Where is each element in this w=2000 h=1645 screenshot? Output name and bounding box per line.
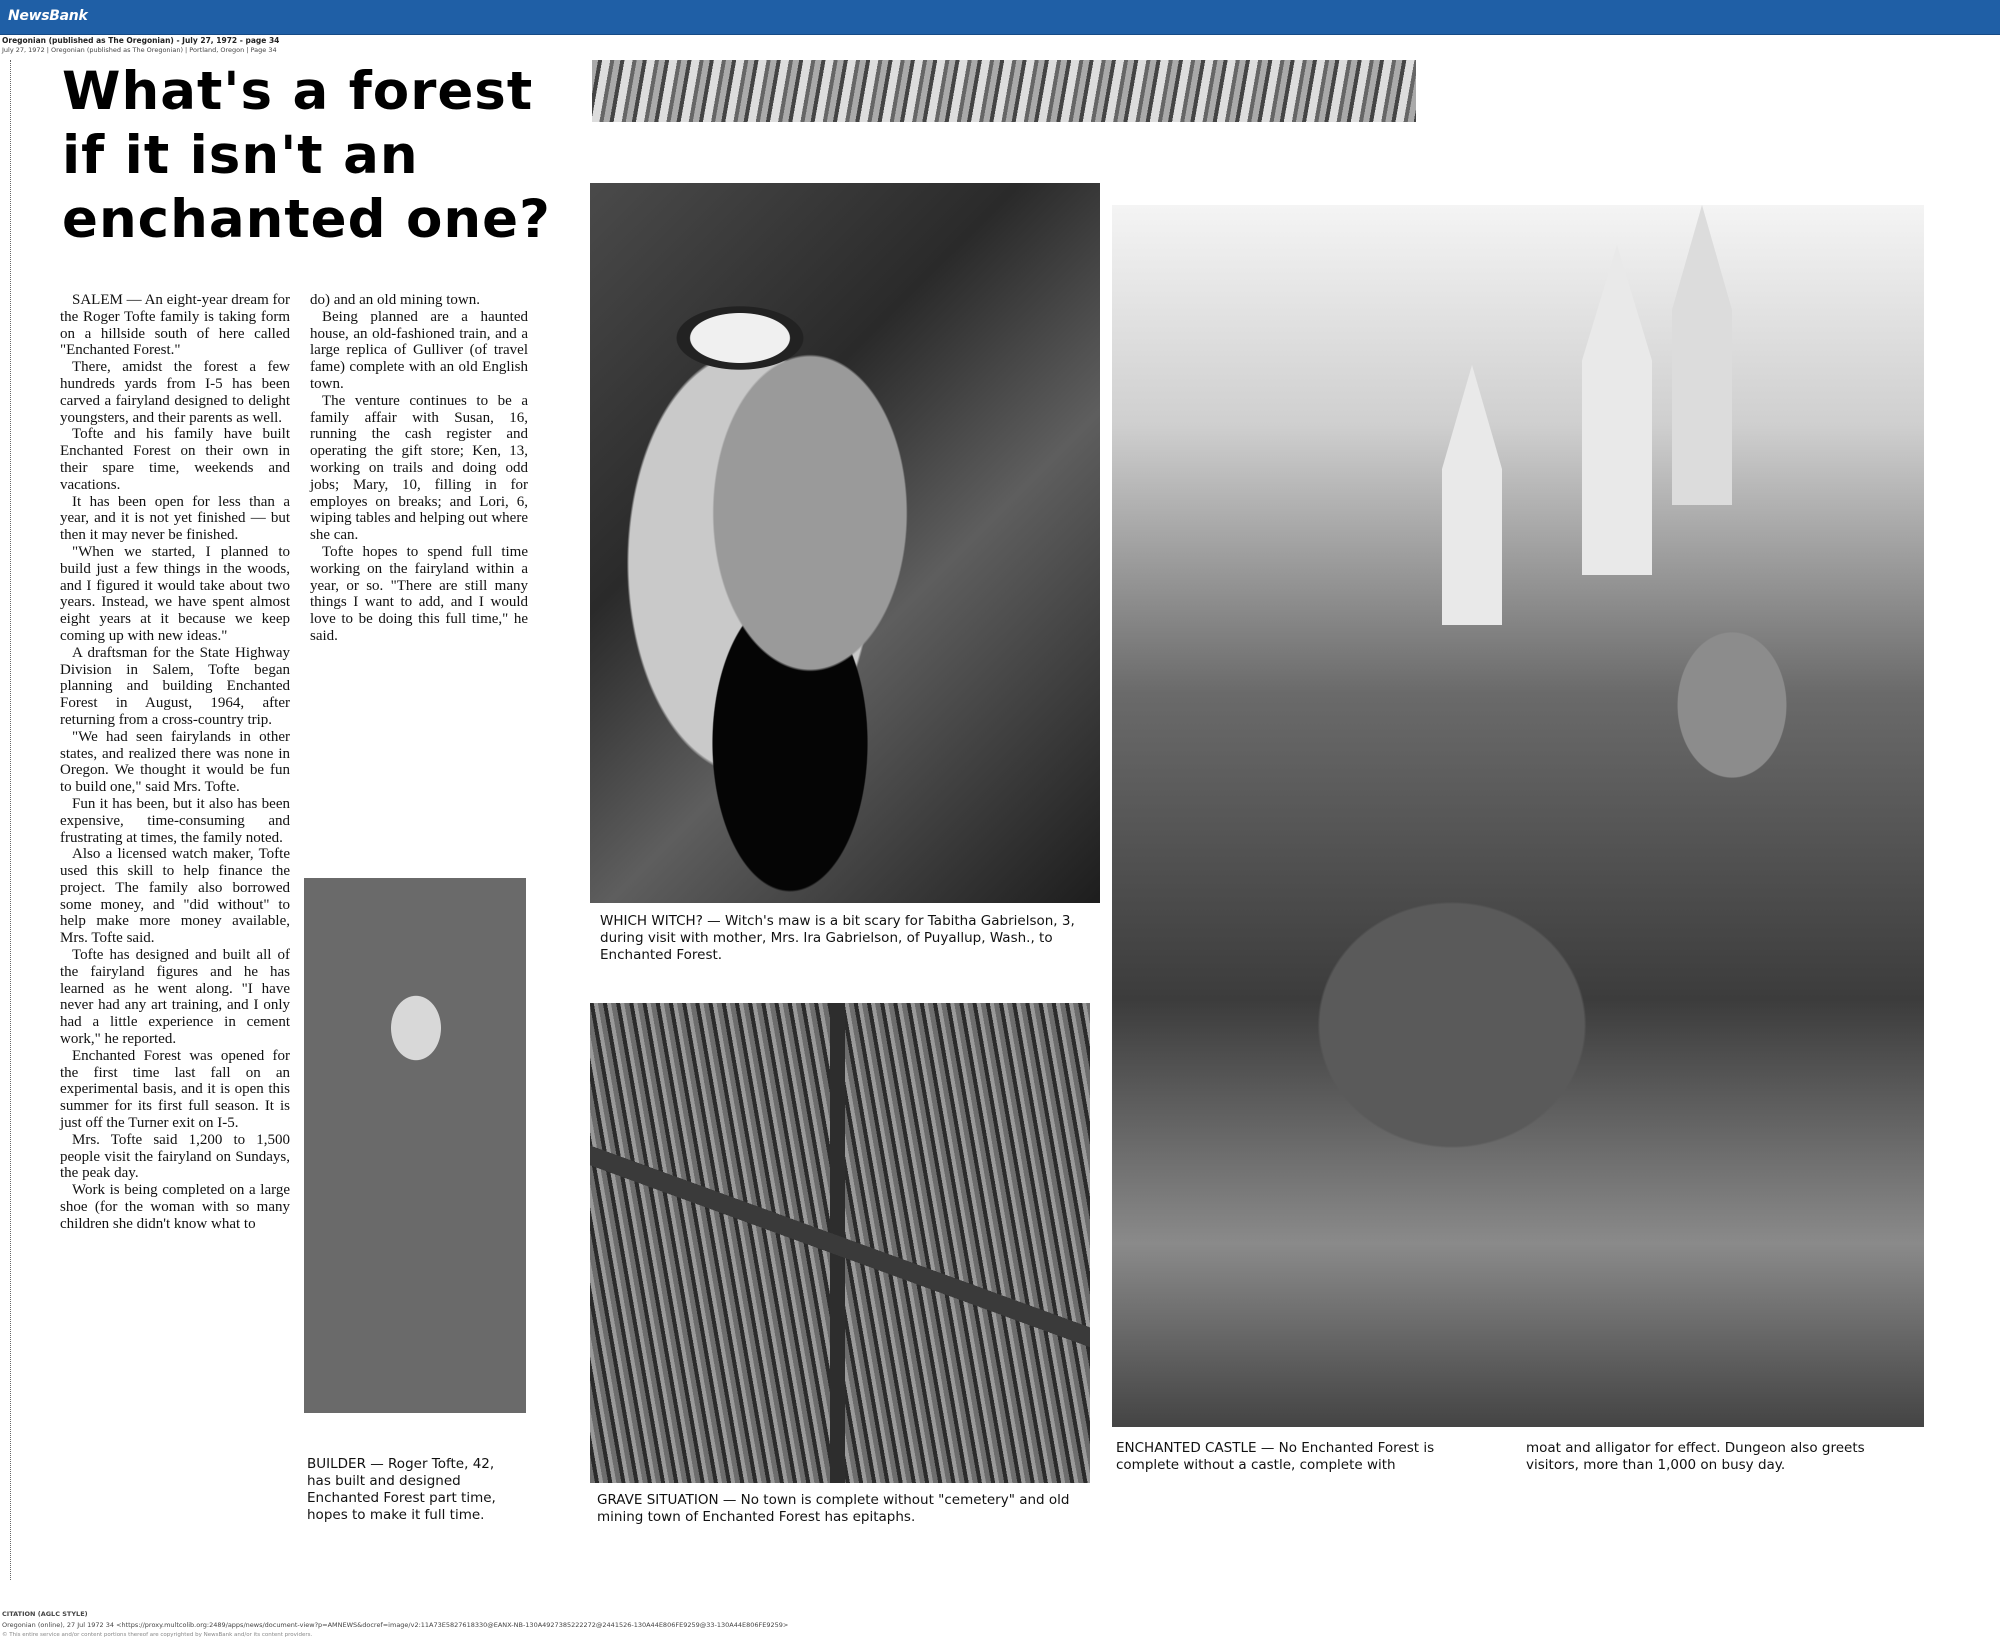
builder-caption: BUILDER — Roger Tofte, 42, has built and designed Enchanted Forest part time, hopes to make it full time.: [307, 1456, 496, 1523]
paragraph: Enchanted Forest was opened for the first time last fall on an experimental basis, and it is open this summer for its first full season. It is just off the Turner exit on I-5.: [60, 1047, 290, 1132]
castle-spire: [1442, 365, 1502, 625]
paragraph: do) and an old mining town.: [310, 292, 480, 308]
top-photo-strip: [592, 60, 1416, 122]
paragraph: A draftsman for the State Highway Division in Salem, Tofte began planning and building Enchanted Forest in August, 1964, after returning from a cross-country trip.: [60, 644, 290, 728]
builder-photo: [304, 878, 526, 1413]
paragraph: SALEM — An eight-year dream for the Roger Tofte family is taking form on a hillside south of here called "Enchanted Forest.": [60, 292, 290, 359]
paragraph: Work is being completed on a large shoe (for the woman with so many children she didn't know what to: [60, 1182, 290, 1232]
castle-caption-part-1: ENCHANTED CASTLE — No Enchanted Forest is complete without a castle, complete with: [1116, 1440, 1435, 1473]
grave-caption: GRAVE SITUATION — No town is complete without "cemetery" and old mining town of Enchanted Forest has epitaphs.: [597, 1492, 1070, 1525]
source-title: Oregonian (published as The Oregonian) - July 27, 1972 - page 34: [2, 36, 280, 45]
witch-photo: [590, 183, 1100, 903]
paragraph: There, amidst the forest a few hundreds yards from I-5 has been carved a fairyland designed to delight youngsters, and their parents as well.: [60, 359, 290, 426]
headline-line: What's a forest: [62, 61, 534, 122]
paragraph: Also a licensed watch maker, Tofte used this skill to help finance the project. The family also borrowed some money, and "did without" to help make more money available, Mrs. Tofte said.: [60, 846, 290, 947]
paragraph: Tofte has designed and built all of the fairyland figures and he has learned as he went along. "I have never had any art training, and I only had a little experience in cement work," he reported.: [60, 947, 290, 1048]
citation-text[interactable]: Oregonian (online), 27 Jul 1972 34 <https://proxy.multcolib.org:2489/apps/news/document-view?p=AMNEWS&docref=image/v2:11A73E5827618330@EANX-NB-130A4927385222272@2441526-130A44E806FE9259@33-130A44E806FE9259>: [2, 1621, 789, 1629]
grave-photo: [590, 1003, 1090, 1483]
headline-line: enchanted one?: [62, 189, 551, 250]
paragraph: "We had seen fairylands in other states, and realized there was none in Oregon. We thought it would be fun to build one," said Mrs. Tofte.: [60, 728, 290, 796]
paragraph: It has been open for less than a year, and it is not yet finished — but then it may never be finished.: [60, 493, 290, 544]
paragraph: Tofte and his family have built Enchanted Forest on their own in their spare time, weekends and vacations.: [60, 426, 290, 493]
paragraph: Fun it has been, but it also has been expensive, time-consuming and frustrating at times, the family noted.: [60, 795, 290, 846]
copyright-notice: © This entire service and/or content portions thereof are copyrighted by NewsBank and/or its content providers.: [2, 1632, 313, 1638]
paragraph: "When we started, I planned to build just a few things in the woods, and I figured it would take about two years. Instead, we have spent almost eight years at it because we keep coming up with new ideas.": [60, 543, 290, 644]
castle-photo: [1112, 205, 1924, 1427]
paragraph: Mrs. Tofte said 1,200 to 1,500 people visit the fairyland on Sundays, the peak day.: [60, 1131, 290, 1182]
article-column-2: [310, 292, 528, 645]
castle-caption-part-2: moat and alligator for effect. Dungeon also greets visitors, more than 1,000 on busy day.: [1526, 1440, 1865, 1473]
citation-label: CITATION (AGLC STYLE): [2, 1610, 88, 1618]
paragraph: The venture continues to be a family affair with Susan, 16, running the cash register and operating the gift store; Ken, 13, working on trails and doing odd jobs; Mary, 10, filling in for employes on breaks; and Lori, 6, wiping tables and helping out where she can.: [310, 392, 528, 544]
paragraph: Being planned are a haunted house, an old-fashioned train, and a large replica of Gulliver (of travel fame) complete with an old English town.: [310, 308, 528, 392]
headline-line: if it isn't an: [62, 125, 419, 186]
castle-spire: [1582, 245, 1652, 575]
source-subtitle: July 27, 1972 | Oregonian (published as The Oregonian) | Portland, Oregon | Page 34: [2, 46, 277, 54]
newsbank-logo[interactable]: NewsBank: [8, 8, 88, 24]
castle-spire: [1672, 205, 1732, 505]
page-edge-marks: [10, 60, 19, 1580]
paragraph: Tofte hopes to spend full time working on the fairyland within a year, or so. "There are still many things I want to add, and I would love to be doing this full time," he said.: [310, 543, 528, 644]
newsbank-header-bar: [0, 0, 2000, 35]
castle-caption: [1116, 1440, 1916, 1500]
witch-caption: WHICH WITCH? — Witch's maw is a bit scary for Tabitha Gabrielson, 3, during visit with mother, Mrs. Ira Gabrielson, of Puyallup, Wash., to Enchanted Forest.: [600, 913, 1075, 963]
article-column-1: [60, 292, 290, 1233]
article-headline: [62, 60, 551, 252]
